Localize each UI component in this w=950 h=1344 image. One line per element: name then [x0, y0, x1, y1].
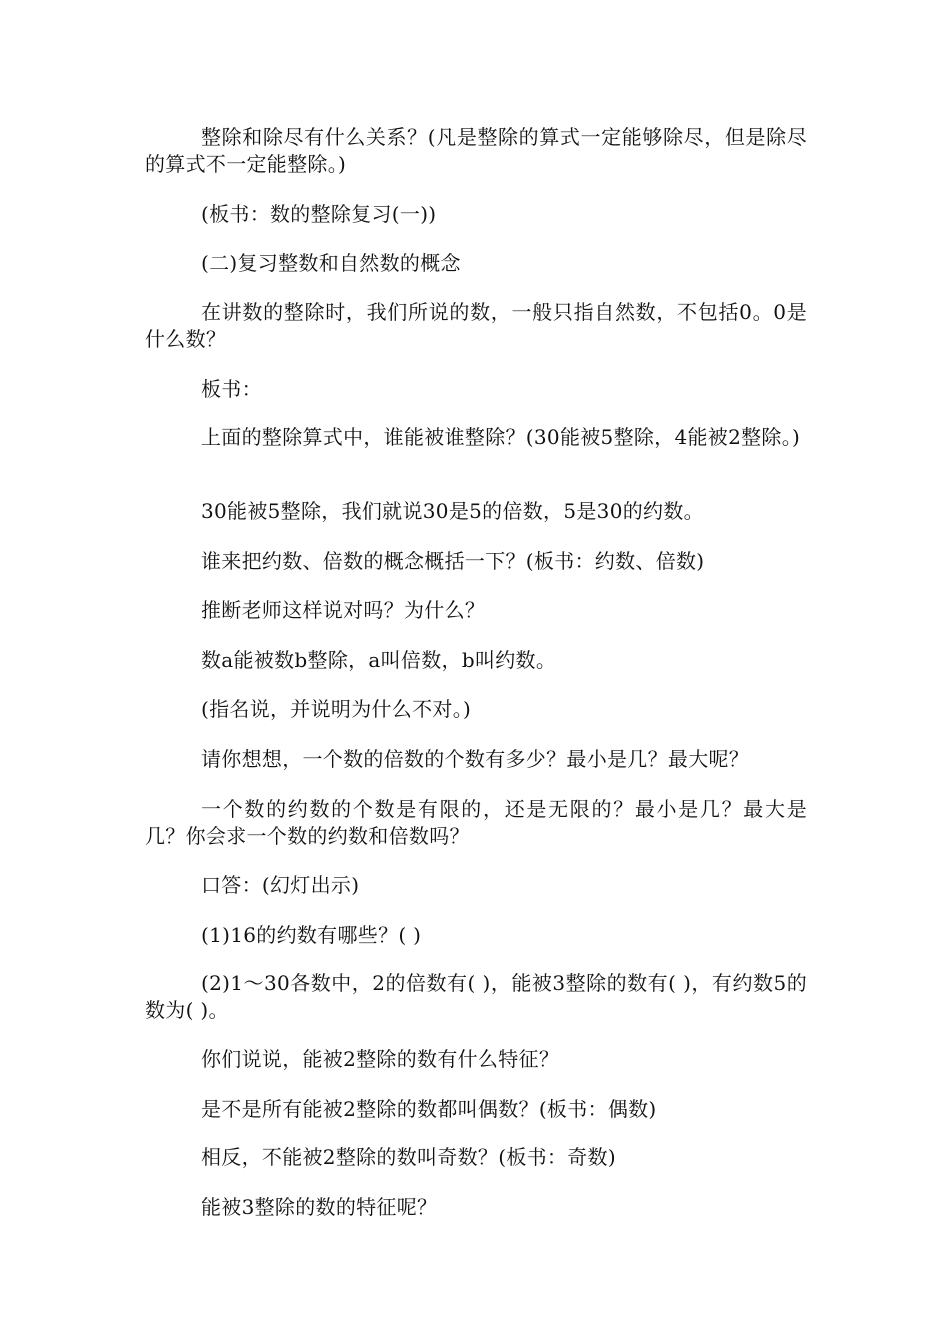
paragraph-even-feature: 你们说说，能被2整除的数有什么特征？: [201, 1047, 560, 1071]
paragraph-divisible-vs-exhaustive: 整除和除尽有什么关系？(凡是整除的算式一定能够除尽，但是除尽的算式不一定能整除。): [145, 125, 807, 176]
paragraph-which-divides: 上面的整除算式中，谁能被谁整除？(30能被5整除，4能被2整除。): [201, 425, 801, 449]
paragraph-question-2: (2)1～30各数中，2的倍数有( )，能被3整除的数有( )，有约数5的数为( )。: [145, 971, 807, 1022]
paragraph-explain-why: (指名说，并说明为什么不对。): [201, 697, 472, 721]
paragraph-statement-ab: 数a能被数b整除，a叫倍数，b叫约数。: [201, 648, 557, 672]
paragraph-multiple-divisor: 30能被5整除，我们就说30是5的倍数，5是30的约数。: [201, 499, 704, 523]
paragraph-count-divisors: 一个数的约数的个数是有限的，还是无限的？最小是几？最大是几？你会求一个数的约数和倍数吗？: [145, 797, 807, 848]
paragraph-concept-summary: 谁来把约数、倍数的概念概括一下？(板书：约数、倍数): [201, 549, 705, 573]
paragraph-count-multiples: 请你想想，一个数的倍数的个数有多少？最小是几？最大呢？: [201, 747, 750, 771]
paragraph-even-definition: 是不是所有能被2整除的数都叫偶数？(板书：偶数): [201, 1097, 657, 1121]
paragraph-section-heading: (二)复习整数和自然数的概念: [201, 251, 461, 275]
paragraph-divisible-by-3: 能被3整除的数的特征呢？: [201, 1195, 438, 1219]
paragraph-judge-statement: 推断老师这样说对吗？为什么？: [201, 598, 486, 622]
paragraph-question-1: (1)16的约数有哪些？( ): [201, 923, 422, 947]
paragraph-board-title: (板书：数的整除复习(一)): [201, 202, 437, 226]
paragraph-odd-definition: 相反，不能被2整除的数叫奇数？(板书：奇数): [201, 1145, 616, 1169]
paragraph-board-note: 板书：: [201, 377, 262, 401]
paragraph-oral-answer: 口答：(幻灯出示): [201, 873, 360, 897]
paragraph-natural-numbers: 在讲数的整除时，我们所说的数，一般只指自然数，不包括0。0是什么数？: [145, 300, 807, 351]
